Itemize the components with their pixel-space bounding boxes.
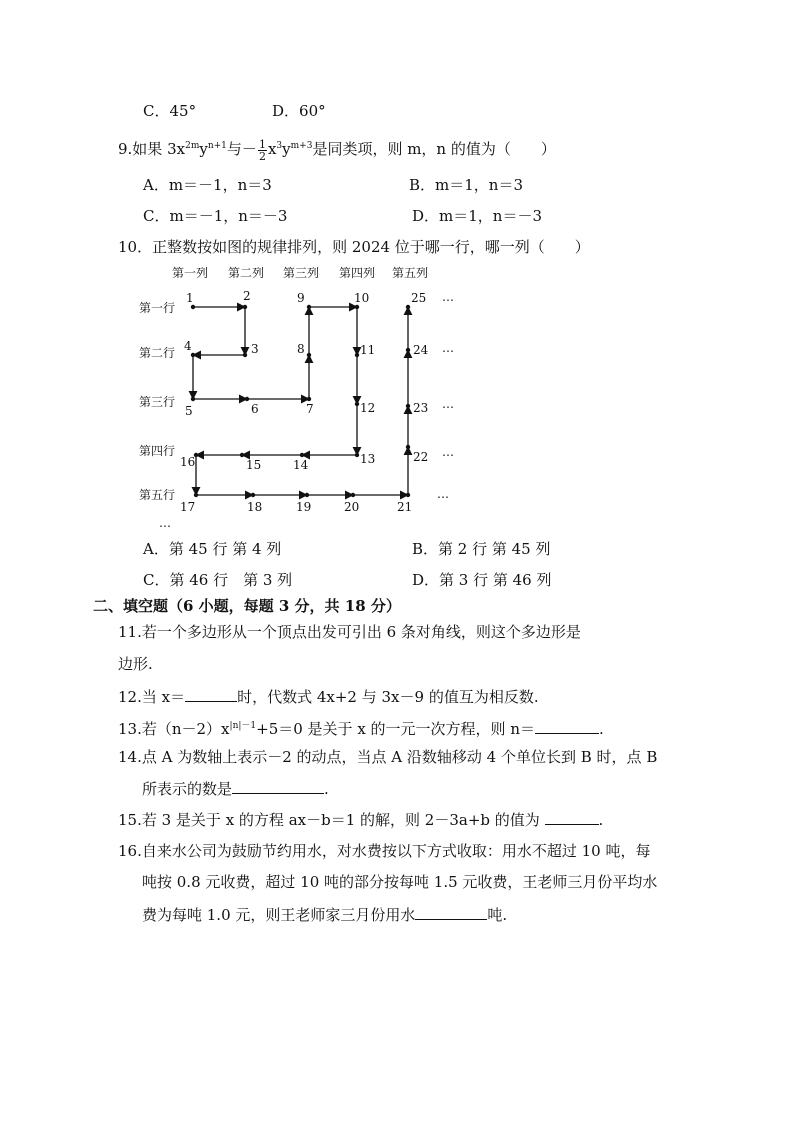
figure-ellipsis: … xyxy=(437,487,449,501)
q16-line3-post: 吨. xyxy=(487,906,508,924)
figure-dot xyxy=(355,353,359,357)
figure-number-label: 16 xyxy=(180,455,196,469)
q11-line1: 11.若一个多边形从一个顶点出发可引出 6 条对角线，则这个多边形是 xyxy=(118,623,581,641)
q13-exponent: |n|－1 xyxy=(229,721,257,731)
q9-term2-exp2: m+3 xyxy=(290,141,313,151)
q9-term1-exp2: n+1 xyxy=(207,141,227,151)
figure-ellipsis: … xyxy=(159,516,171,530)
q9-option-d: D．m＝1，n＝－3 xyxy=(412,207,542,225)
figure-column-header: 第三列 xyxy=(283,266,320,280)
figure-number-label: 24 xyxy=(413,343,429,357)
q9-fraction-numerator: 1 xyxy=(258,137,266,151)
q16-answer-blank[interactable] xyxy=(415,904,487,920)
q10-option-a: A．第 45 行 第 4 列 xyxy=(143,540,282,558)
q11-line2: 边形. xyxy=(118,655,153,673)
figure-row-header: 第四行 xyxy=(139,444,176,458)
q9-connector: 与－ xyxy=(226,140,257,158)
figure-dot xyxy=(406,348,410,352)
figure-number-label: 9 xyxy=(297,291,305,305)
figure-dot xyxy=(406,445,410,449)
q14-answer-blank[interactable] xyxy=(232,778,324,794)
figure-dot xyxy=(355,305,359,309)
figure-dot xyxy=(240,453,244,457)
figure-number-label: 17 xyxy=(180,500,196,514)
figure-dot xyxy=(251,493,255,497)
q16-line3-pre: 费为每吨 1.0 元，则王老师家三月份用水 xyxy=(142,906,416,924)
q10-stem: 10．正整数按如图的规律排列，则 2024 位于哪一行，哪一列（ ） xyxy=(118,238,590,256)
figure-number-label: 23 xyxy=(413,401,429,415)
figure-number-label: 11 xyxy=(360,343,376,357)
figure-number-label: 18 xyxy=(247,500,263,514)
q14-line1: 14.点 A 为数轴上表示－2 的动点，当点 A 沿数轴移动 4 个单位长到 B 时，点 B xyxy=(118,748,658,766)
figure-dot xyxy=(243,305,247,309)
figure-dot xyxy=(305,493,309,497)
figure-dot xyxy=(243,353,247,357)
figure-row-header: 第三行 xyxy=(139,395,176,409)
q9-suffix: 是同类项，则 m，n 的值为（ ） xyxy=(312,140,556,158)
q9-term1-mid: y xyxy=(199,140,208,158)
q10-option-c: C．第 46 行 第 3 列 xyxy=(143,571,293,589)
figure-number-label: 7 xyxy=(306,402,314,416)
figure-dot xyxy=(307,353,311,357)
figure-column-header: 第二列 xyxy=(228,266,265,280)
q15-post: . xyxy=(598,811,604,829)
q10-option-b: B．第 2 行 第 45 列 xyxy=(412,540,551,558)
q12-pre: 12.当 x＝ xyxy=(118,688,186,706)
figure-dot xyxy=(307,397,311,401)
q16-line1: 16.自来水公司为鼓励节约用水，对水费按以下方式收取：用水不超过 10 吨，每 xyxy=(118,842,651,860)
figure-dot xyxy=(300,453,304,457)
q15-pre: 15.若 3 是关于 x 的方程 ax－b＝1 的解，则 2－3a+b 的值为 xyxy=(118,811,545,829)
figure-row-header: 第一行 xyxy=(139,301,176,315)
figure-number-label: 6 xyxy=(251,402,259,416)
q8-option-d: D．60° xyxy=(272,102,326,120)
figure-dot xyxy=(351,493,355,497)
figure-number-label: 20 xyxy=(344,500,360,514)
figure-ellipsis: … xyxy=(442,397,454,411)
figure-dot xyxy=(191,397,195,401)
figure-number-label: 12 xyxy=(360,401,376,415)
figure-number-label: 10 xyxy=(354,291,370,305)
figure-ellipsis: … xyxy=(442,341,454,355)
figure-dot xyxy=(355,402,359,406)
q9-term1-exp1: 2m xyxy=(185,141,200,151)
q9-term2-base: x xyxy=(267,140,277,158)
q9-option-c: C．m＝－1，n＝－3 xyxy=(143,207,288,225)
figure-row-header: 第二行 xyxy=(139,346,176,360)
figure-ellipsis: … xyxy=(442,290,454,304)
figure-row-header: 第五行 xyxy=(139,488,176,502)
figure-column-header: 第四列 xyxy=(339,266,376,280)
figure-dot xyxy=(406,493,410,497)
figure-number-label: 3 xyxy=(251,342,259,356)
q10-option-d: D．第 3 行 第 46 列 xyxy=(412,571,552,589)
figure-number-label: 19 xyxy=(296,500,312,514)
q9-term2-mid: y xyxy=(282,140,291,158)
q9-option-a: A．m＝－1，n＝3 xyxy=(143,176,272,194)
figure-number-label: 14 xyxy=(293,458,309,472)
q14-line2-pre: 所表示的数是 xyxy=(142,780,233,798)
figure-column-header: 第一列 xyxy=(172,266,209,280)
figure-ellipsis: … xyxy=(442,445,454,459)
q9-option-b: B．m＝1，n＝3 xyxy=(409,176,523,194)
figure-number-label: 4 xyxy=(184,339,192,353)
figure-dot xyxy=(191,353,195,357)
q16-line2: 吨按 0.8 元收费，超过 10 吨的部分按每吨 1.5 元收费，王老师三月份平均水 xyxy=(142,873,658,891)
q9-term2-exp1: 3 xyxy=(276,141,283,151)
figure-number-label: 21 xyxy=(397,500,413,514)
figure-dot xyxy=(307,305,311,309)
figure-number-label: 25 xyxy=(411,291,427,305)
figure-column-header: 第五列 xyxy=(392,266,429,280)
figure-number-label: 15 xyxy=(246,458,262,472)
q13-post: . xyxy=(598,720,604,738)
q14-line2 xyxy=(142,778,329,799)
figure-number-label: 2 xyxy=(243,289,251,303)
figure-dot xyxy=(245,397,249,401)
q13-stem xyxy=(118,716,604,739)
figure-number-label: 8 xyxy=(297,342,305,356)
figure-dot xyxy=(406,404,410,408)
figure-dot xyxy=(191,305,195,309)
figure-number-label: 1 xyxy=(186,291,194,305)
q9-term1-base: x xyxy=(176,140,186,158)
q12-answer-blank[interactable] xyxy=(185,686,237,702)
q15-stem xyxy=(118,809,603,830)
q12-stem xyxy=(118,686,539,707)
q12-post: 时，代数式 4x+2 与 3x－9 的值互为相反数. xyxy=(237,688,539,706)
figure-dot xyxy=(194,493,198,497)
figure-dot xyxy=(355,453,359,457)
section-title-fill-in: 二、填空题（6 小题，每题 3 分，共 18 分） xyxy=(93,597,401,615)
q13-answer-blank[interactable] xyxy=(535,718,599,734)
q8-option-c: C．45° xyxy=(143,102,197,120)
q15-answer-blank[interactable] xyxy=(545,809,599,825)
q13-pre: 13.若（n－2）x xyxy=(118,720,230,738)
q16-line3 xyxy=(142,904,507,925)
figure-number-label: 13 xyxy=(360,452,376,466)
q14-line2-post: . xyxy=(324,780,329,798)
figure-dot xyxy=(406,305,410,309)
figure-number-label: 5 xyxy=(185,404,193,418)
q13-mid: +5＝0 是关于 x 的一元一次方程，则 n＝ xyxy=(256,720,535,738)
q9-prefix: 9.如果 3 xyxy=(118,140,177,158)
figure-number-label: 22 xyxy=(413,450,429,464)
q9-fraction-denominator: 2 xyxy=(258,149,266,163)
